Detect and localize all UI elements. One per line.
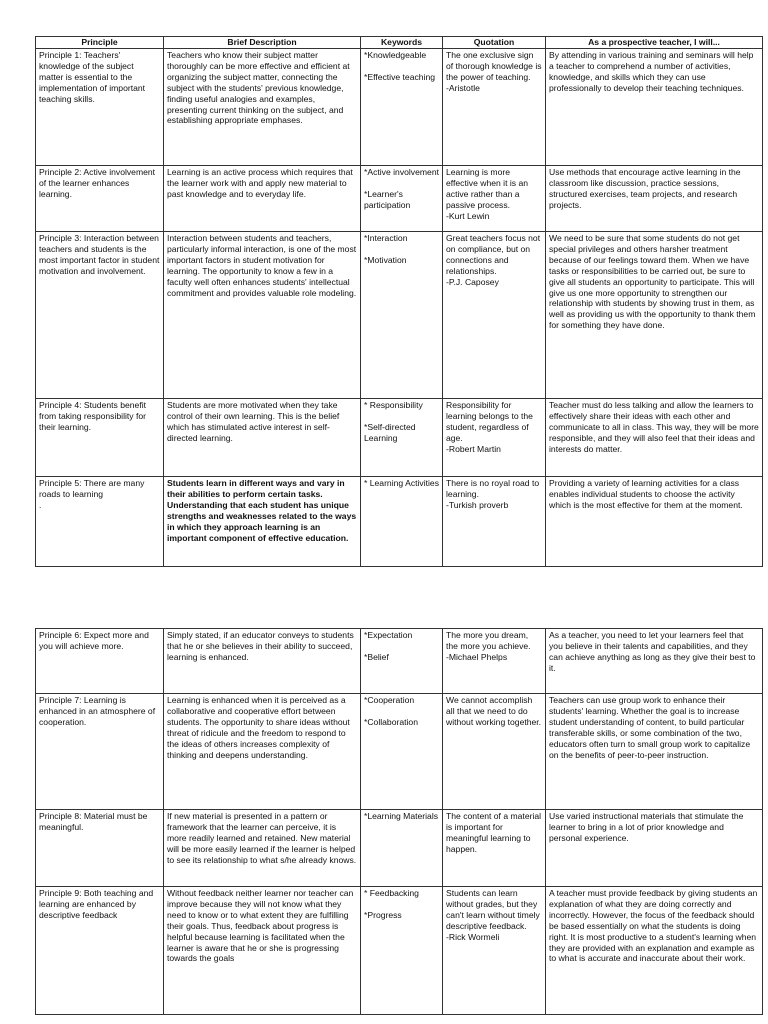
keywords-cell: *Learning Materials [361,810,443,887]
table-row [36,887,763,1015]
header-principle: Principle [36,37,164,49]
table-row [36,477,763,567]
action-cell: Use varied instructional materials that stimulate the learner to bring in a lot of prior knowledge and personal experience. [546,810,763,887]
table-row [36,166,763,232]
principle-cell: Principle 3: Interaction between teachers and students is the most important factor in student motivation and involvement. [36,232,164,399]
description-cell: Students learn in different ways and vary in their abilities to perform certain tasks. Understanding that each student has unique strengths and weaknesses related to the ways in which they approach learning is an important component of effective education. [164,477,361,567]
header-prospective-teacher: As a prospective teacher, I will... [546,37,763,49]
table-row [36,49,763,166]
principles-table-part-2 [35,628,763,1015]
principle-cell: Principle 6: Expect more and you will achieve more. [36,629,164,694]
quotation-cell: The content of a material is important for meaningful learning to happen. [443,810,546,887]
action-cell: Providing a variety of learning activities for a class enables individual students to choose the activity which is the most effective for them at the moment. [546,477,763,567]
header-quotation: Quotation [443,37,546,49]
keywords-cell: *Expectation *Belief [361,629,443,694]
description-cell: Interaction between students and teachers, particularly informal interaction, is one of the most important factors in student motivation for learning. The opportunity to know a few in a faculty well often enhances students' intellectual commitment and provides valuable role modeling. [164,232,361,399]
description-cell: Teachers who know their subject matter thoroughly can be more effective and efficient at organizing the subject matter, connecting the subject with the students' previous knowledge, finding useful analogies and examples, presenting current thinking on the subject, and establishing appropriate emphases. [164,49,361,166]
action-cell: Teachers can use group work to enhance their students' learning. Whether the goal is to increase student understanding of content, to build particular transferable skills, or some combination of the two, educators often turn to small group work to capitalize on the benefits of peer-to-peer instruction. [546,694,763,810]
principle-cell: Principle 2: Active involvement of the learner enhances learning. [36,166,164,232]
table-row [36,810,763,887]
description-cell: Learning is an active process which requires that the learner work with and apply new material to past knowledge and to everyday life. [164,166,361,232]
table-row [36,629,763,694]
action-cell: Teacher must do less talking and allow the learners to effectively share their ideas with each other and communicate to all in class. This way, they will be more responsible, and they will also feel that their ideas and interests do matter. [546,399,763,477]
quotation-cell: Great teachers focus not on compliance, but on connections and relationships. -P.J. Caposey [443,232,546,399]
description-cell: Simply stated, if an educator conveys to students that he or she believes in their ability to succeed, learning is enhanced. [164,629,361,694]
header-keywords: Keywords [361,37,443,49]
quotation-cell: Responsibility for learning belongs to the student, regardless of age. -Robert Martin [443,399,546,477]
table-row [36,232,763,399]
principle-cell: Principle 9: Both teaching and learning are enhanced by descriptive feedback [36,887,164,1015]
action-cell: Use methods that encourage active learning in the classroom like discussion, practice sessions, structured exercises, team projects, and research projects. [546,166,763,232]
principle-cell: Principle 5: There are many roads to learning . [36,477,164,567]
keywords-cell: * Learning Activities [361,477,443,567]
description-cell: If new material is presented in a pattern or framework that the learner can perceive, it is more readily learned and retained. New material will be more easily learned if the learner is helped to see its relationship to what s/he already knows. [164,810,361,887]
keywords-cell: *Active involvement *Learner's participation [361,166,443,232]
quotation-cell: The more you dream, the more you achieve. -Michael Phelps [443,629,546,694]
keywords-cell: * Responsibility *Self-directed Learning [361,399,443,477]
principle-cell: Principle 8: Material must be meaningful. [36,810,164,887]
quotation-cell: There is no royal road to learning. -Turkish proverb [443,477,546,567]
header-row [36,37,763,49]
keywords-cell: *Interaction *Motivation [361,232,443,399]
header-brief-description: Brief Description [164,37,361,49]
action-cell: We need to be sure that some students do not get special privileges and others harsher treatment because of our feelings toward them. When we have tasks or responsibilities to be carried out, be sure to give all students an opportunity to participate. This will give us one more opportunity to strengthen our relationship with students by showing trust in them, as well as providing us with the opportunity to thank them for something they have done. [546,232,763,399]
quotation-cell: We cannot accomplish all that we need to do without working together. [443,694,546,810]
keywords-cell: * Feedbacking *Progress [361,887,443,1015]
quotation-cell: Learning is more effective when it is an active rather than a passive process. -Kurt Lewin [443,166,546,232]
table-row [36,694,763,810]
action-cell: As a teacher, you need to let your learners feel that you believe in their talents and capabilities, and they can achieve anything as long as they give their best to it. [546,629,763,694]
description-cell: Learning is enhanced when it is perceived as a collaborative and cooperative effort between students. The opportunity to share ideas without threat of ridicule and the freedom to respond to the ideas of others increases complexity of thinking and deepens understanding. [164,694,361,810]
principle-cell: Principle 7: Learning is enhanced in an atmosphere of cooperation. [36,694,164,810]
action-cell: By attending in various training and seminars will help a teacher to comprehend a number of activities, knowledge, and skills which they can use professionally to develop their teaching techniques. [546,49,763,166]
principle-cell: Principle 4: Students benefit from taking responsibility for their learning. [36,399,164,477]
keywords-cell: *Cooperation *Collaboration [361,694,443,810]
principles-table-part-1 [35,36,763,567]
principle-cell: Principle 1: Teachers' knowledge of the subject matter is essential to the implementation of important teaching skills. [36,49,164,166]
description-cell: Without feedback neither learner nor teacher can improve because they will not know what they need to know or to what extent they are fulfilling their goals. Thus, feedback about progress is helpful because learning is facilitated when the learner is aware that he or she is progressing towards the goals [164,887,361,1015]
action-cell: A teacher must provide feedback by giving students an explanation of what they are doing correctly and incorrectly. However, the focus of the feedback should be based essentially on what the students is doing right. It is most productive to a student's learning when they are provided with an explanation and example as to what is accurate and inaccurate about their work. [546,887,763,1015]
quotation-cell: The one exclusive sign of thorough knowledge is the power of teaching. -Aristotle [443,49,546,166]
keywords-cell: *Knowledgeable *Effective teaching [361,49,443,166]
table-row [36,399,763,477]
quotation-cell: Students can learn without grades, but they can't learn without timely descriptive feedback. -Rick Wormeli [443,887,546,1015]
description-cell: Students are more motivated when they take control of their own learning. This is the belief which has stimulated active interest in self-directed learning. [164,399,361,477]
